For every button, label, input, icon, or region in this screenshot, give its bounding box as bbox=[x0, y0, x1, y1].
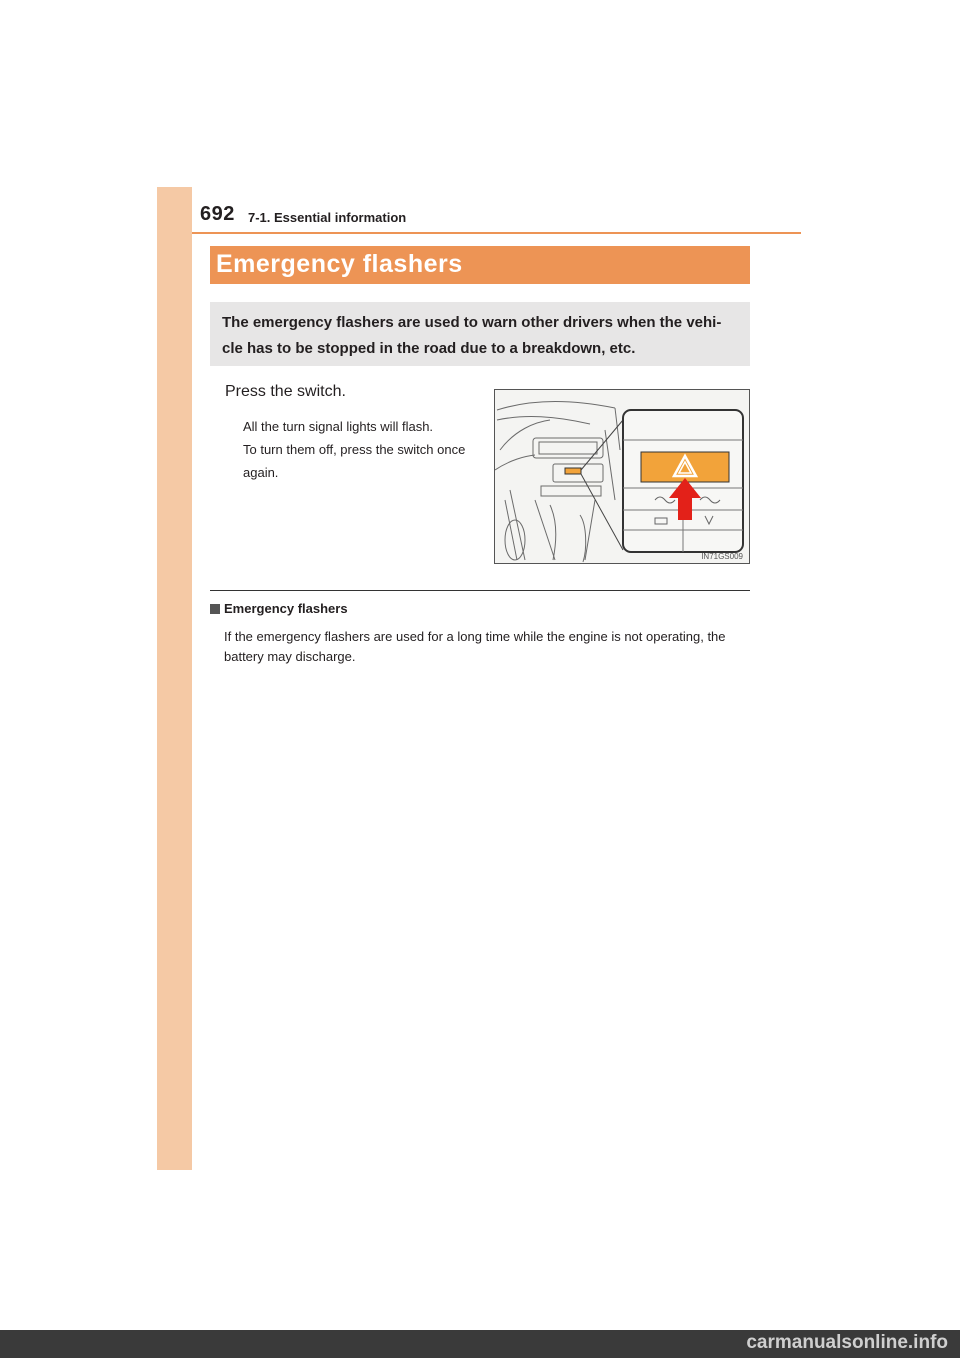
title-bar bbox=[210, 246, 750, 284]
footer-watermark bbox=[0, 1330, 960, 1358]
side-band bbox=[157, 187, 192, 1170]
step-details bbox=[243, 415, 483, 484]
divider bbox=[210, 590, 750, 591]
hazard-switch-figure bbox=[494, 389, 750, 564]
note-body: If the emergency flashers are used for a long time while the engine is not operating, the battery may discharge. bbox=[224, 629, 726, 664]
step-detail-line: To turn them off, press the switch once again. bbox=[243, 442, 466, 480]
step-detail-line: All the turn signal lights will flash. bbox=[243, 419, 434, 434]
small-hazard-switch bbox=[565, 468, 581, 474]
section-header: 7-1. Essential information bbox=[248, 210, 407, 225]
dashboard-illustration bbox=[495, 390, 750, 564]
step-instruction: Press the switch. bbox=[225, 383, 346, 400]
header-rule bbox=[192, 232, 801, 234]
intro-box bbox=[210, 302, 750, 366]
square-bullet-icon bbox=[210, 604, 220, 614]
page-title: Emergency flashers bbox=[216, 250, 463, 278]
note-heading bbox=[210, 601, 348, 616]
note-heading-text: Emergency flashers bbox=[224, 601, 348, 616]
watermark-text: carmanualsonline.info bbox=[746, 1332, 948, 1353]
page-number: 692 bbox=[200, 203, 235, 225]
figure-code: IN71GS009 bbox=[701, 552, 743, 561]
intro-text: The emergency flashers are used to warn other drivers when the vehi-cle has to be stopped in the road due to a breakdown, etc. bbox=[222, 314, 722, 357]
